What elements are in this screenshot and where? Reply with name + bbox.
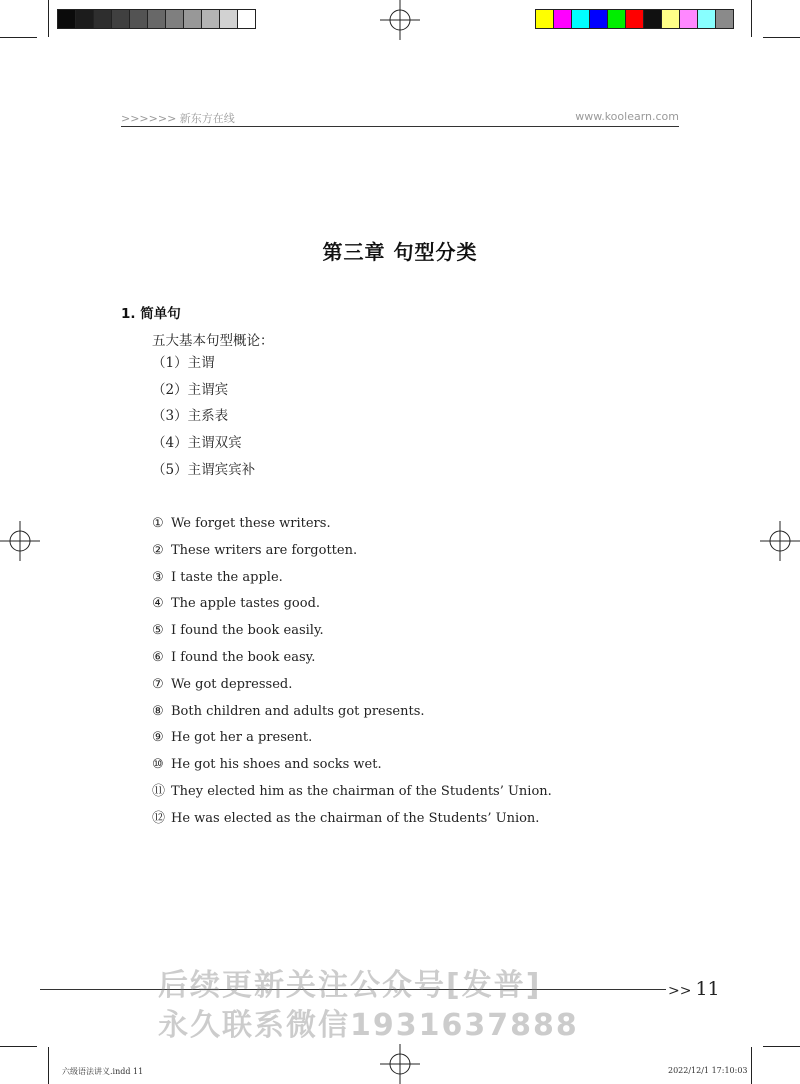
section-intro: 五大基本句型概论： — [152, 333, 274, 349]
example-number: ⑦ — [152, 676, 164, 692]
example-sentence — [152, 731, 552, 758]
color-swatch — [220, 10, 238, 28]
crop-mark — [751, 0, 752, 37]
color-swatch — [184, 10, 202, 28]
example-number: ② — [152, 542, 164, 558]
color-swatch — [148, 10, 166, 28]
color-swatch — [130, 10, 148, 28]
color-swatch — [662, 10, 680, 28]
list-item: （3）主系表 — [152, 408, 229, 425]
watermark-line: 永久联系微信1931637888 — [158, 1008, 579, 1043]
color-swatch — [716, 10, 733, 28]
page-number-value: 11 — [695, 978, 720, 1000]
crop-mark — [0, 37, 37, 38]
color-swatch — [76, 10, 94, 28]
list-item: （4）主谓双宾 — [152, 435, 242, 452]
example-number: ⑨ — [152, 730, 164, 746]
page-arrows: >> — [668, 983, 692, 999]
example-sentence — [152, 517, 552, 544]
watermark-line: 后续更新关注公众号[发普] — [158, 968, 542, 1003]
example-number: ⑤ — [152, 623, 164, 639]
example-number: ⑩ — [152, 757, 164, 773]
example-text: They elected him as the chairman of the Students’ Union. — [171, 783, 552, 799]
example-text: I found the book easy. — [171, 649, 316, 665]
color-swatch — [644, 10, 662, 28]
section-heading: 1. 简单句 — [121, 306, 181, 322]
color-swatch — [202, 10, 220, 28]
process-color-bar — [535, 9, 734, 29]
page-number — [668, 978, 720, 1000]
example-text: He got his shoes and socks wet. — [171, 757, 382, 773]
crop-mark — [48, 0, 49, 37]
color-swatch — [238, 10, 255, 28]
example-sentence — [152, 812, 552, 839]
registration-mark-icon — [380, 1044, 420, 1084]
example-text: He got her a present. — [171, 730, 313, 746]
example-text: These writers are forgotten. — [171, 542, 358, 558]
example-number: ⑧ — [152, 703, 164, 719]
footer-rule — [40, 989, 666, 990]
crop-mark — [48, 1047, 49, 1084]
example-sentence — [152, 571, 552, 598]
header-publisher: >>>>>> 新东方在线 — [121, 112, 235, 125]
example-sentence — [152, 651, 552, 678]
example-number: ① — [152, 516, 164, 531]
example-sentence — [152, 678, 552, 705]
color-swatch — [590, 10, 608, 28]
color-swatch — [94, 10, 112, 28]
example-number: ③ — [152, 569, 164, 585]
registration-mark-icon — [0, 521, 40, 561]
color-swatch — [58, 10, 76, 28]
example-number: ④ — [152, 596, 164, 612]
example-sentence — [152, 624, 552, 651]
color-swatch — [554, 10, 572, 28]
registration-mark-icon — [380, 0, 420, 40]
list-item: （5）主谓宾宾补 — [152, 461, 256, 478]
example-number: ⑫ — [152, 810, 166, 826]
grayscale-color-bar — [57, 9, 256, 29]
chapter-title: 第三章 句型分类 — [322, 240, 478, 264]
example-sentence — [152, 597, 552, 624]
example-number: ⑥ — [152, 649, 164, 665]
example-text: We got depressed. — [171, 676, 293, 692]
example-text: He was elected as the chairman of the Students’ Union. — [171, 810, 540, 826]
color-swatch — [536, 10, 554, 28]
list-item: （1）主谓 — [152, 355, 215, 371]
example-sentence — [152, 544, 552, 571]
example-text: We forget these writers. — [171, 516, 331, 531]
example-sentence — [152, 758, 552, 785]
sentence-pattern-list — [152, 356, 255, 489]
slug-timestamp: 2022/12/1 17:10:03 — [668, 1066, 748, 1075]
color-swatch — [626, 10, 644, 28]
color-swatch — [680, 10, 698, 28]
header-website: www.koolearn.com — [575, 110, 679, 123]
slug-filename: 六级语法讲义.indd 11 — [62, 1067, 144, 1076]
running-header — [121, 110, 679, 127]
registration-mark-icon — [760, 521, 800, 561]
color-swatch — [698, 10, 716, 28]
example-text: Both children and adults got presents. — [171, 703, 425, 719]
crop-mark — [763, 1046, 800, 1047]
example-sentence — [152, 705, 552, 732]
color-swatch — [608, 10, 626, 28]
color-swatch — [166, 10, 184, 28]
example-text: I taste the apple. — [171, 569, 283, 585]
crop-mark — [751, 1047, 752, 1084]
example-sentence-list — [152, 517, 552, 839]
color-swatch — [572, 10, 590, 28]
example-number: ⑪ — [152, 783, 166, 799]
example-text: The apple tastes good. — [171, 596, 321, 612]
crop-mark — [763, 37, 800, 38]
watermark — [158, 966, 598, 1046]
example-text: I found the book easily. — [171, 623, 324, 639]
color-swatch — [112, 10, 130, 28]
list-item: （2）主谓宾 — [152, 381, 229, 398]
example-sentence — [152, 785, 552, 812]
crop-mark — [0, 1046, 37, 1047]
